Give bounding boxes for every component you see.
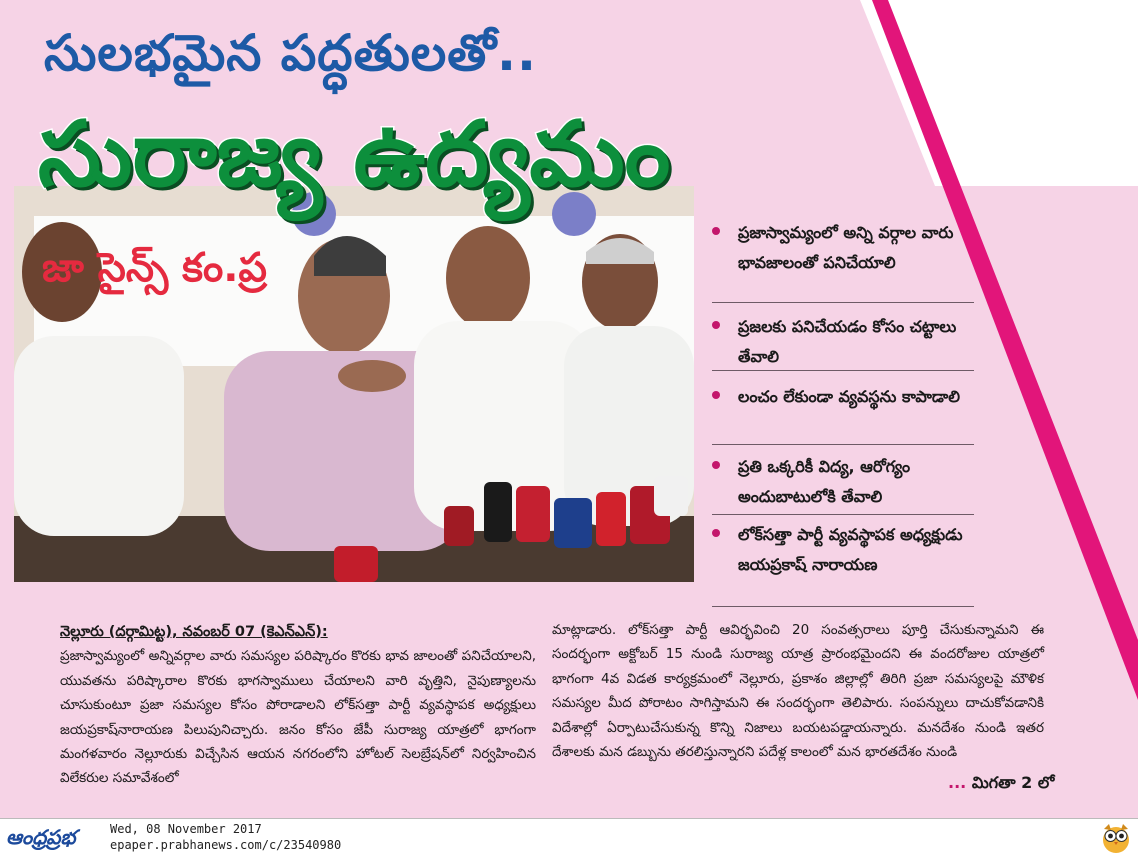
footer-date: Wed, 08 November 2017 [110, 822, 262, 836]
owl-icon [1100, 820, 1132, 854]
continued-dots: ... [948, 773, 967, 792]
key-point: లంచం లేకుండా వ్యవస్థను కాపాడాలి [712, 382, 974, 445]
newspaper-logo: ఆంధ్రప్రభ [6, 825, 76, 849]
bullet-dot-icon [712, 227, 720, 235]
continued-on-page [948, 770, 1108, 796]
footer-divider [0, 818, 1138, 819]
key-point: ప్రజలకు పనిచేయడం కోసం చట్టాలు తేవాలి [712, 312, 974, 371]
article-dateline: నెల్లూరు (దర్గామిట్ట), నవంబర్ 07 (కెఎన్ఎన్): [60, 624, 328, 640]
subheadline: సులభమైన పద్ధతులతో.. [44, 24, 538, 82]
bullet-dot-icon [712, 461, 720, 469]
footer-url[interactable]: epaper.prabhanews.com/c/23540980 [110, 838, 342, 852]
article-column-left [60, 620, 536, 791]
article-body-left: ప్రజాస్వామ్యంలో అన్నివర్గాల వారు సమస్యల పరిష్కారం కొరకు భావ జాలంతో పనిచేయాలని, యువతను పరిష్కారాల కొరకు భాగస్వాములు చేయాలని వారి వృత్తిని, నైపుణ్యాలను చూసుకుంటూ ప్రజా సమస్యల కోసం పోరాడాలని లోక్‌సత్తా పార్టీ వ్యవస్థాపక అధ్యక్షులు జయప్రకాష్‌నారాయణ పిలుపునిచ్చారు. జనం కోసం జేపీ సురాజ్య యాత్రలో భాగంగా మంగళవారం నెల్లూరుకు విచ్చేసిన ఆయన నగరంలోని హోటల్ సెలబ్రేషన్‌లో నిర్వహించిన విలేకరుల సమావేశంలో [60, 648, 536, 787]
key-points-list [712, 212, 974, 612]
bullet-dot-icon [712, 391, 720, 399]
bullet-dot-icon [712, 529, 720, 537]
key-point: ప్రతి ఒక్కరికీ విద్య, ఆరోగ్యం అందుబాటులోకి తేవాలి [712, 452, 974, 515]
article-body-right: మాట్లాడారు. లోక్‌సత్తా పార్టీ ఆవిర్భవించి 20 సంవత్సరాలు పూర్తి చేసుకున్నామని ఈ సందర్భంగా అక్టోబర్ 15 నుండి సురాజ్య యాత్ర ప్రారంభమైందని ఈ వందరోజుల యాత్రలో భాగంగా 4వ విడత కార్యక్రమంలో నెల్లూరు, ప్రకాశం జిల్లాల్లో తిరిగి ప్రజా సమస్యలపై మౌళిక సమస్యల మీద పోరాటం సాగిస్తామని ఈ సందర్భంగా తెలిపారు. సంపన్నులు దాచుకోవడానికి విదేశాల్లో ఏర్పాటుచేసుకున్న కొన్ని నిజాలు బయటపడ్డాయన్నారు. మనదేశం నుండి ఇతర దేశాలకు మన డబ్బును తరలిస్తున్నారని పదేళ్ల కాలంలో మన భారతదేశం నుండి [552, 622, 1044, 761]
headline: సురాజ్య ఉద్యమం [38, 102, 671, 207]
key-point: ప్రజాస్వామ్యంలో అన్ని వర్గాల వారు భావజాలంతో పనిచేయాలి [712, 218, 974, 303]
key-point: లోక్‌సత్తా పార్టీ వ్యవస్థాపక అధ్యక్షుడు జయప్రకాష్ నారాయణ [712, 520, 974, 607]
bullet-dot-icon [712, 321, 720, 329]
article-column-right [552, 618, 1044, 764]
press-conference-photo [14, 186, 694, 582]
photo-banner-text: జా సైన్స్ కం.ప్ర [42, 245, 267, 291]
continued-label: మిగతా 2 లో [971, 773, 1055, 792]
